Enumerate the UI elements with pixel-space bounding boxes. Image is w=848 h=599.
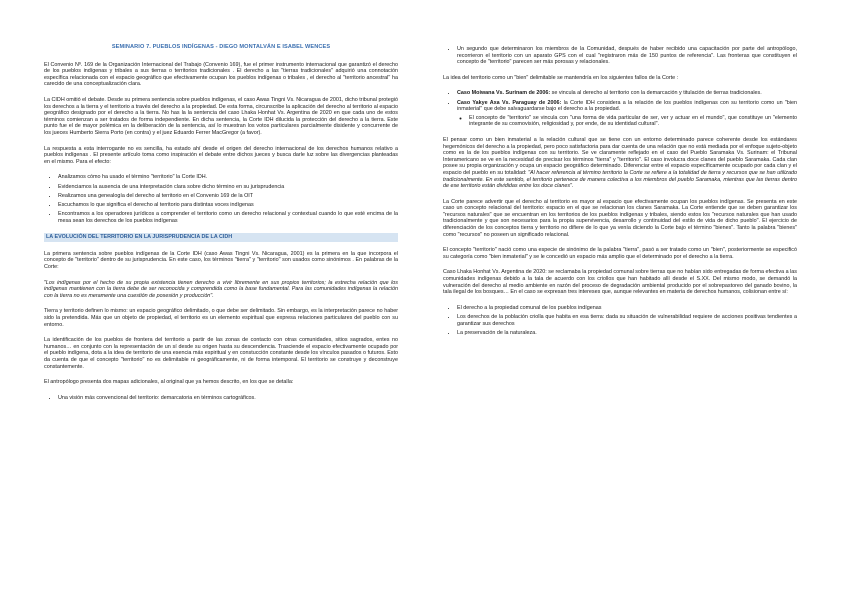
corte-paragraph: La Corte parece advertir que el derecho al territorio es mayor al espacio que efectivamente ocupan los pueblos indígenas. Se presenta en este caso un concepto relacional del territorio: espacio en el que se relacionan los clanes Saramaka. La Corte entiende que se deben garantizar los "recursos naturales" que se encuentran en los territorios de los pueblos indígenas y tribales, siendo estos los "recursos naturales que han usado tradicionalmente y que son necesarios para la propia supervivencia, desarrollo y continuidad del estilo de vida de dicho pueblo". El ejercicio de diferenciación de los conceptos tierra y territorio no difiere de lo que ya venía diciendo la Corte bajo el término "bienes". Tanto la palabra "bienes" como "recursos" no poseen un significado relacional.	[443, 198, 797, 238]
case-name: Caso Moiwana Vs. Surinam de 2006:	[457, 90, 551, 97]
court-quote: "Los indígenas por el hecho de su propia existencia tienen derecho a vivir libremente en sus propios territorios; la estrecha relación que los indígenas mantienen con la tierra debe de ser reconocida y comprendida como la base fundamental. Para las comunidades indígenas la relación con la tierra no es meramente una cuestión de posesión y producción".	[44, 279, 398, 299]
section-heading: LA EVOLUCIÓN DEL TERRITORIO EN LA JURISPRUDENCIA DE LA CIDH	[44, 233, 398, 242]
fallos-list	[443, 90, 797, 128]
pensar-text: El pensar como un bien inmaterial a la relación cultural que se tiene con un entorno determinado parece coherente desde los estándares hegemónicos del derecho a la propiedad, pero poco satisfactoria para dar cuenta de una relación que no está mediada por el enfoque sujeto-objeto como es la de los pueblos indígenas con su territorio. Se ve claramente reflejado en el caso del Pueblo Saramaka Vs. Surinam: el Tribunal Interamericano se ve en la necesidad de precisar los términos "tierra" y "territorio". El caso involucra doce clanes del pueblo Saramaka. Cada clan posee su propia organización y ocupa un espacio geográfico determinado. Diferenciar entre el espacio específicamente ocupado por cada clan y el espacio del pueblo en su totalidad:	[443, 136, 797, 176]
antropologo-paragraph: El antropólogo presenta dos mapas adicionales, al original que ya hemos descrito, en los que se detalla:	[44, 379, 294, 386]
list-item: • El derecho a la propiedad comunal de los pueblos indígenas	[457, 305, 797, 312]
sub-list-item: ◦ El concepto de "territorio" se vincula con "una forma de vida particular de ser, ver y actuar en el mundo", que constituye un "elemento integrante de su cosmovisión, religiosidad y, por ende, de su identidad cultural".	[469, 115, 797, 128]
intereses-list	[443, 305, 797, 337]
respuesta-paragraph: La respuesta a esta interrogante no es sencilla, ha estado ahí desde el origen del derecho internacional de los derechos humanos relativo a pueblos indígenas . El presente artículo toma como inspiración el debate entre dichos jueces y busca darle luz sobre las divergencias planteadas en el mismo. Para el efecto:	[44, 145, 398, 165]
list-item: • Una visión más convencional del territorio: demarcatoria en términos cartográficos.	[58, 395, 398, 402]
list-item: • Analizamos cómo ha usado el término "territorio" la Corte IDH.	[58, 174, 398, 181]
list-item: • La preservación de la naturaleza.	[457, 330, 797, 337]
concepto-paragraph: El concepto "territorio" nació como una especie de sinónimo de la palabra "tierra", pasó a ser tratado como un "bien", posteriormente se especificó su categoría como "bien inmaterial" y se le concedió un espacio más amplio que el determinado por el derecho a la tierra.	[443, 247, 797, 260]
list-item: • Escuchamos lo que significa el derecho al territorio para distintas voces indígenas	[58, 202, 398, 209]
idea-territorio-paragraph: La idea del territorio como un "bien" delimitable se mantendría en los siguientes fallos de la Corte :	[443, 74, 679, 81]
list-item	[457, 100, 797, 128]
case-text: se vincula al derecho al territorio con la demarcación y titulación de tierras tradicionales.	[551, 90, 762, 97]
right-column	[443, 46, 797, 345]
list-item: • Los derechos de la población criolla que habita en esa tierra: dada su situación de vulnerabilidad requiere de acciones positivas tendientes a garantizar sus derechos	[457, 314, 797, 327]
document-title: SEMINARIO 7. PUEBLOS INDÍGENAS - DIEGO MONTALVÁN E ISABEL WENCES	[111, 44, 331, 50]
left-column	[44, 44, 398, 410]
pensar-paragraph	[443, 137, 797, 190]
tierra-territorio-paragraph: Tierra y territorio definen lo mismo: un espacio geográfico delimitado, o que debe ser delimitado. Sin embargo, es la interpretación parece no haber sido la pretendida. Más que un objeto de propiedad, el territorio es un elemento espiritual que expresa relaciones particulares del pueblo con su entorno.	[44, 308, 398, 328]
list-item: • Un segundo que determinaron los miembros de la Comunidad, después de haber recibido una capacitación por parte del antropólogo, recorrieron el territorio con un aparato GPS con el cual "registraron más de 150 puntos de referencia". Las fronteras que constituyen el concepto de "territorio" parecen ser más porosas y relacionales.	[457, 46, 797, 66]
mapas-list-continued	[443, 46, 797, 66]
list-item	[457, 90, 797, 97]
list-item: • Encontramos a los operadores jurídicos a comprender el territorio como un derecho relacional y contextual cuando lo que esté encima de la mesa sean los derechos de los pueblos indígenas	[58, 211, 398, 224]
list-item: • Evidenciamos la ausencia de una interpretación clara sobre dicho término en su jurisprudencia	[58, 184, 398, 191]
list-item: • Realizamos una genealogía del derecho al territorio en el Convenio 169 de la OIT	[58, 193, 398, 200]
case-text: la Corte IDH considera a la relación de los pueblos indígenas con su territorio como un "bien inmaterial" que debe salvaguardarse bajo el derecho a la propiedad.	[457, 99, 797, 113]
identificacion-paragraph: La identificación de los pueblos de frontera del territorio a partir de las zonas de contacto con otras comunidades, sitios sagrados, entes no humanos… en conjunto con la representación de un sí desde su origen hasta su descendencia. Trasciende el espacio efectivamente ocupado por el pueblo indígena, dota a la idea de territorio de una esencia más espiritual y en constucción constante desde los vínculos pasados o futuros. Esto da cuenta de que el concepto "territorio" no es delimitable ni geográficamente, ni de forma intemporal. El territorio se construye y deconstruye constantemente.	[44, 337, 398, 370]
lhaka-paragraph: Caso Lhaka Honhat Vs. Argentina de 2020: se reclamaba la propiedad comunal sobre tierras que no habían sido entregadas de forma efectiva a las comunidades indígenas debido a la tala de acuerdo con los criollos que han habitado allí desde el S.XX. Del mismo modo, se demandó la vulneración del derecho al medio ambiente en razón del proceso de degradación ambiental producido por el sobrepastoreo del ganado bovino, la tala ilegal de los bosques… En el caso se expresan tres intereses que, aunque relevantes en materia de derechos humanos, colisionan entre sí:	[443, 269, 797, 296]
case-name: Caso Yakye Axa Vs. Paraguay de 2006:	[457, 99, 562, 106]
intro-paragraph: El Convenio Nº. 169 de la Organización Internacional del Trabajo (Convenio 169), fue el primer instrumento internacional que garantizó el derecho de los pueblos indígenas y tribales a sus tierras o territorios tradicionales . El derecho a las "tierras tradicionales" adquirió una connotación específica relacionada con el espacio geográfico que efectivamente ocupan los pueblos indígenas o tribales , el derecho al "territorio ancestral" ha carecido de una conceptualización clara.	[44, 61, 398, 88]
primera-sentencia-paragraph: La primera sentencia sobre pueblos indígenas de la Corte IDH (caso Awas Tingni Vs. Nicaragua, 2001) es la primera en la que incorpora el concepto de "territorio" dentro de su jurisprudencia. En este caso, los términos "tierra" y "territorio" son usados como sinónimos . En palabras de la Corte:	[44, 250, 398, 271]
debate-paragraph: La CIDH omitió el debate. Desde su primera sentencia sobre pueblos indígenas, el caso Awas Tingni Vs. Nicaragua de 2001, dicho tribunal protegió los derechos a la tierra y el territorio a través del derecho a la propiedad. De esta forma, circunscribe la aplicación del derecho al territorio al espacio geográfico designado por el derecho a la tierra. No has la la sentencia del caso Lhaka Honhat Vs. Argentina de 2020 en que cada uno de estos términos comienzan a ser tratados de forma independiente. En dicha sentencia, la Corte IDH dilucida la protección del derecho a la tierra. Este punto fue el de mayor polémica en la deliberación de la sentencia, así lo muestran los votos particulares parcialmente disidente y concurrente de los jueces Humberto Sierra Porto (en contra) y el juez Eduardo Ferrer MacGregor (a favor).	[44, 96, 398, 136]
sub-list	[457, 115, 797, 128]
objetivos-list	[44, 174, 398, 224]
saramaka-quote: "Al hacer referencia al término territorio la Corte se refiere a la totalidad de tierra y recursos que se han utilizado tradicionalmente. En este sentido, el territorio pertenece de manera colectiva a los miembros del pueblo Saramaka, mientras que las tierras dentro de ese territorio están divididas entre los doce clanes".	[443, 169, 797, 190]
mapas-list	[44, 395, 398, 402]
